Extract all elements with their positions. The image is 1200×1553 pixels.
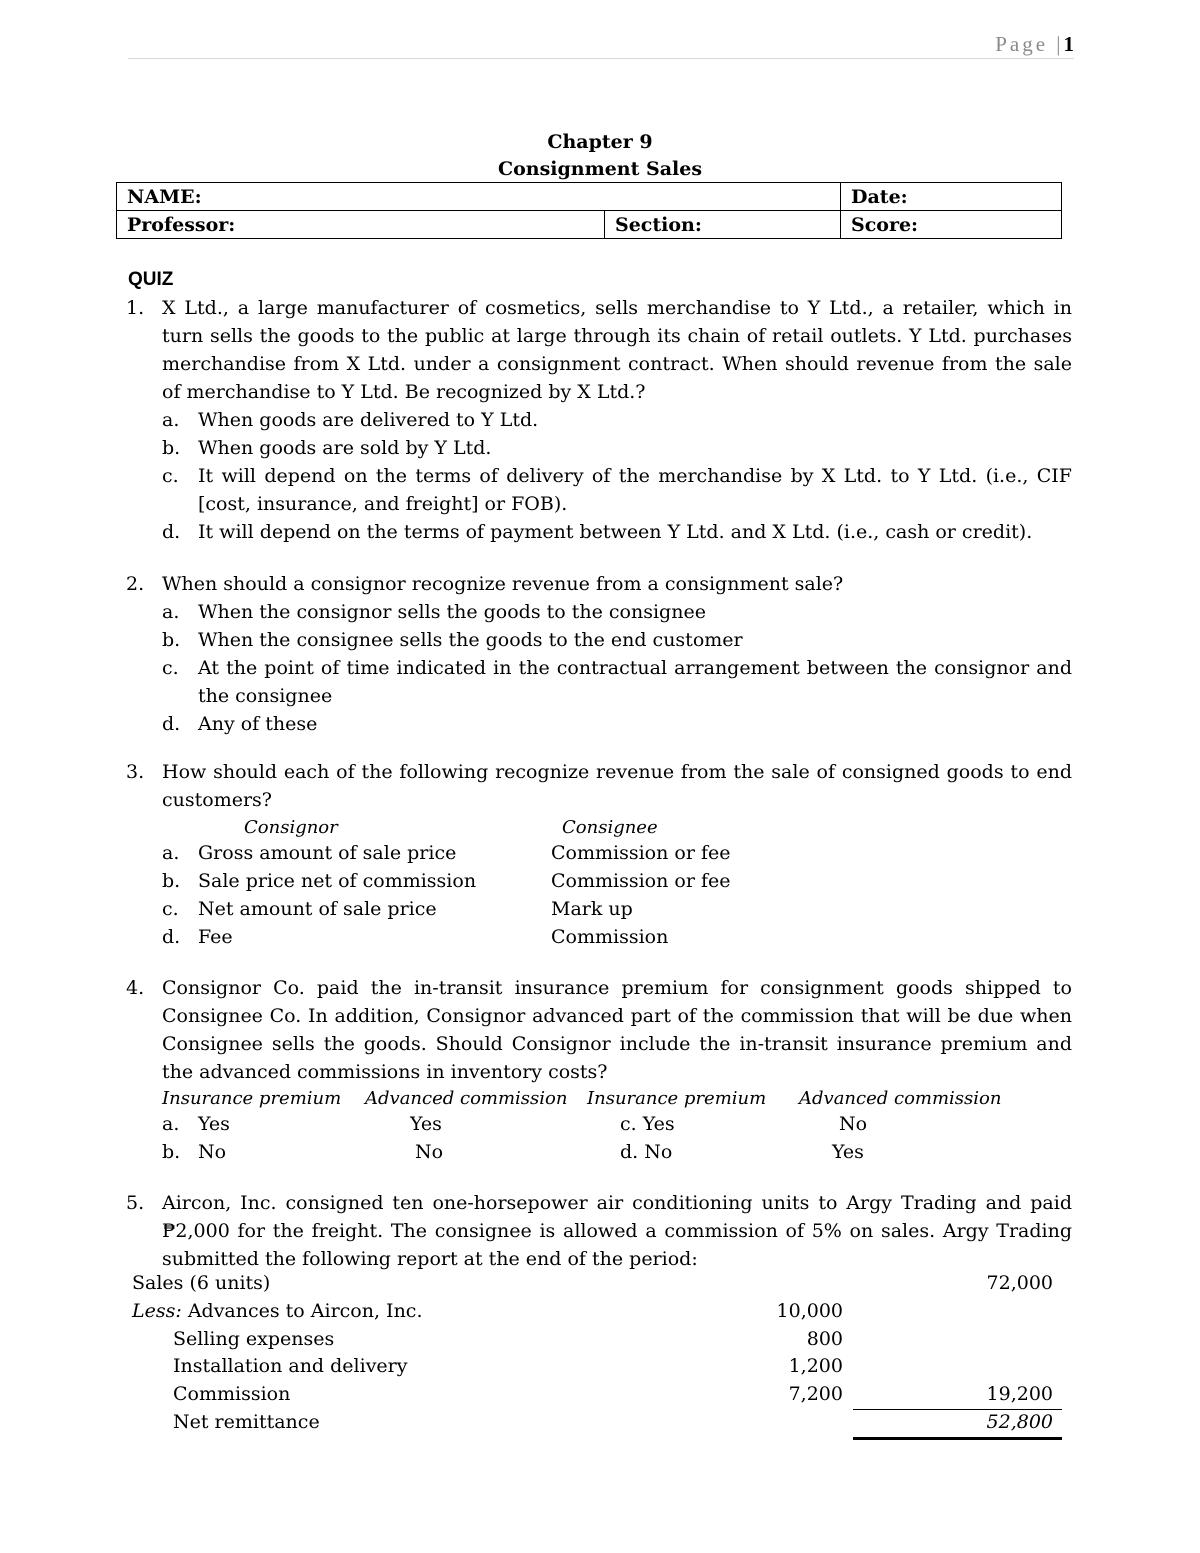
option-text: It will depend on the terms of payment between Y Ltd. and X Ltd. (i.e., cash or credit). <box>198 521 1033 543</box>
option-a-advanced[interactable]: Yes <box>410 1113 442 1135</box>
report-selling-amount: 800 <box>806 1328 843 1350</box>
report-install-amount: 1,200 <box>788 1355 843 1377</box>
option-letter: a. <box>162 409 180 431</box>
question-number: 4. <box>126 977 145 999</box>
report-net-total: 52,800 <box>986 1411 1053 1433</box>
option-letter: d. <box>162 713 181 735</box>
question-5 <box>126 1189 1072 1273</box>
option-consignor-b[interactable]: Sale price net of commission <box>198 870 477 892</box>
option-letter: c. <box>162 465 179 487</box>
page-number: 1 <box>1063 32 1074 56</box>
score-field[interactable]: Score: <box>841 211 1062 239</box>
report-advances-label: Advances to Aircon, Inc. <box>187 1300 423 1322</box>
option-b[interactable] <box>162 626 1072 654</box>
option-d[interactable] <box>162 710 1072 738</box>
report-less-row <box>132 1300 422 1322</box>
question-text: How should each of the following recognize revenue from the sale of consigned goods to end customers? <box>162 761 1072 811</box>
option-text: It will depend on the terms of delivery of the merchandise by X Ltd. to Y Ltd. (i.e., CIF [cost, insurance, and freight] or FOB). <box>198 465 1072 515</box>
date-field[interactable]: Date: <box>841 183 1062 211</box>
question-1 <box>126 294 1072 546</box>
option-consignee-a[interactable]: Commission or fee <box>551 842 731 864</box>
option-letter: b. <box>162 437 181 459</box>
option-d-advanced[interactable]: Yes <box>832 1141 864 1163</box>
question-text: When should a consignor recognize revenue from a consignment sale? <box>162 573 844 595</box>
question-4 <box>126 974 1072 1086</box>
page-word: Page <box>995 32 1049 56</box>
question-text: X Ltd., a large manufacturer of cosmetics, sells merchandise to Y Ltd., a retailer, which in turn sells the goods to the public at large through its chain of retail outlets. Y Ltd. purchases merchandise from X Ltd. under a consignment contract. When should revenue from the sale of merchandise to Y Ltd. Be recognized by X Ltd.? <box>162 297 1072 403</box>
question-number: 2. <box>126 573 145 595</box>
option-text: When the consignee sells the goods to the end customer <box>198 629 743 651</box>
subtotal-underline <box>853 1409 1062 1410</box>
column-header-consignee: Consignee <box>562 817 658 838</box>
option-text: When the consignor sells the goods to the consignee <box>198 601 706 623</box>
section-field[interactable]: Section: <box>605 211 841 239</box>
question-text: Aircon, Inc. consigned ten one-horsepower air conditioning units to Argy Trading and paid ₱2,000 for the freight. The consignee is allowed a commission of 5% on sales. Argy Trading submitted the following report at the end of the period: <box>162 1192 1072 1270</box>
option-a-insurance[interactable]: Yes <box>198 1113 230 1135</box>
option-consignor-a[interactable]: Gross amount of sale price <box>198 842 457 864</box>
option-text: Any of these <box>198 713 318 735</box>
option-consignee-d[interactable]: Commission <box>551 926 669 948</box>
option-a[interactable] <box>162 406 1072 434</box>
column-header-insurance-1: Insurance premium <box>162 1088 342 1109</box>
option-c[interactable] <box>162 654 1072 710</box>
option-letter: b. <box>162 870 181 892</box>
report-advances-amount: 10,000 <box>776 1300 843 1322</box>
question-number: 1. <box>126 297 145 319</box>
question-2 <box>126 570 1072 738</box>
page-separator: | <box>1056 32 1064 56</box>
option-letter: d. <box>162 926 181 948</box>
report-commission-amount: 7,200 <box>788 1383 843 1405</box>
option-c[interactable] <box>162 462 1072 518</box>
option-consignor-c[interactable]: Net amount of sale price <box>198 898 437 920</box>
option-a[interactable] <box>162 598 1072 626</box>
option-c-insurance[interactable]: c. Yes <box>620 1113 675 1135</box>
report-sales-label: Sales (6 units) <box>132 1272 271 1294</box>
option-d[interactable] <box>162 518 1072 546</box>
column-header-advanced-2: Advanced commission <box>799 1088 1002 1109</box>
option-letter: b. <box>162 629 181 651</box>
report-selling-label: Selling expenses <box>173 1328 335 1350</box>
option-consignee-c[interactable]: Mark up <box>551 898 633 920</box>
question-text: Consignor Co. paid the in-transit insurance premium for consignment goods shipped to Consignee Co. In addition, Consignor advanced part of the commission that will be due when Consignee sells the goods. Should Consignor include the in-transit insurance premium and the advanced commissions in inventory costs? <box>162 977 1072 1083</box>
option-text: At the point of time indicated in the contractual arrangement between the consignor and the consignee <box>198 657 1072 707</box>
report-sales-total: 72,000 <box>986 1272 1053 1294</box>
chapter-title: Chapter 9 <box>547 131 653 153</box>
report-less-label: Less: <box>132 1300 182 1322</box>
option-b[interactable] <box>162 434 1072 462</box>
option-consignee-b[interactable]: Commission or fee <box>551 870 731 892</box>
option-text: When goods are sold by Y Ltd. <box>198 437 492 459</box>
page-number-label <box>995 32 1074 57</box>
column-header-insurance-2: Insurance premium <box>587 1088 767 1109</box>
name-field[interactable]: NAME: <box>117 183 841 211</box>
column-header-advanced-1: Advanced commission <box>365 1088 568 1109</box>
option-letter: c. <box>162 898 179 920</box>
option-letter: a. <box>162 1113 180 1135</box>
student-info-table <box>116 182 1062 239</box>
option-letter: a. <box>162 601 180 623</box>
report-install-label: Installation and delivery <box>173 1355 408 1377</box>
option-c-advanced[interactable]: No <box>839 1113 868 1135</box>
option-d-insurance[interactable]: d. No <box>620 1141 673 1163</box>
question-number: 5. <box>126 1192 145 1214</box>
option-text: When goods are delivered to Y Ltd. <box>198 409 539 431</box>
professor-field[interactable]: Professor: <box>117 211 605 239</box>
report-deductions-total: 19,200 <box>986 1383 1053 1405</box>
page-header <box>128 30 1074 59</box>
report-net-label: Net remittance <box>173 1411 320 1433</box>
option-letter: c. <box>162 657 179 679</box>
column-header-consignor: Consignor <box>244 817 338 838</box>
quiz-heading: QUIZ <box>128 269 174 290</box>
report-commission-label: Commission <box>173 1383 291 1405</box>
total-double-underline <box>853 1437 1062 1440</box>
option-b-advanced[interactable]: No <box>415 1141 444 1163</box>
document-title: Consignment Sales <box>497 158 703 180</box>
question-number: 3. <box>126 761 145 783</box>
option-letter: b. <box>162 1141 181 1163</box>
option-consignor-d[interactable]: Fee <box>198 926 233 948</box>
option-letter: d. <box>162 521 181 543</box>
question-3 <box>126 758 1072 814</box>
option-b-insurance[interactable]: No <box>198 1141 227 1163</box>
option-letter: a. <box>162 842 180 864</box>
